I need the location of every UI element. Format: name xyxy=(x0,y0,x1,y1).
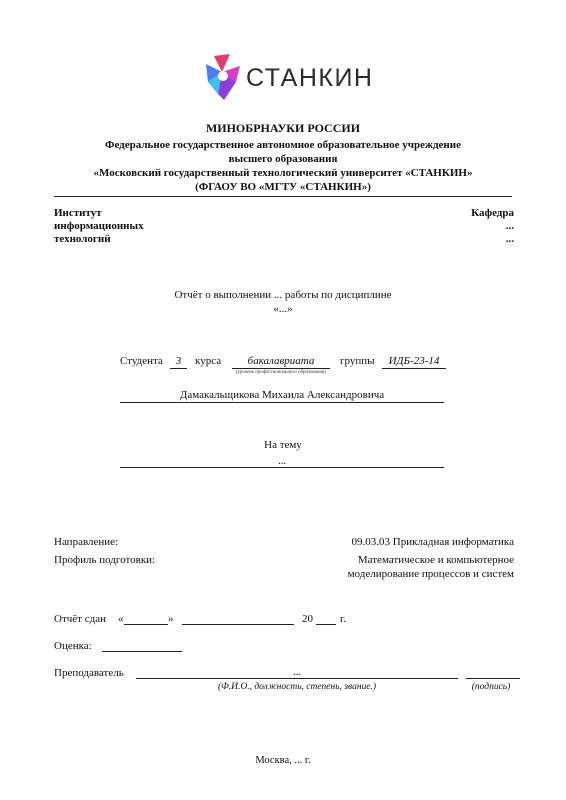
header-line-1: Федеральное государственное автономное образовательное учреждение xyxy=(105,139,461,151)
submitted-month-blank[interactable] xyxy=(182,624,294,625)
submitted-close-quote: » xyxy=(168,613,174,625)
profile-value-line-1: Математическое и компьютерное xyxy=(357,554,514,566)
submitted-label: Отчёт сдан xyxy=(54,613,106,625)
stankin-logo-icon xyxy=(200,52,248,104)
course-label: курса xyxy=(195,355,222,367)
grade-label: Оценка: xyxy=(54,640,92,652)
topic-label: На тему xyxy=(264,439,302,451)
ministry-title: МИНОБРНАУКИ РОССИИ xyxy=(205,121,361,135)
submitted-year-suffix: г. xyxy=(340,613,347,625)
topic-value: ... xyxy=(278,456,286,467)
group-label: группы xyxy=(340,355,375,367)
profile-label: Профиль подготовки: xyxy=(54,554,156,566)
submitted-year-blank[interactable] xyxy=(316,624,336,625)
group-field: ИДБ-23-14 xyxy=(382,354,446,369)
report-discipline: «...» xyxy=(273,303,293,315)
teacher-label: Преподаватель xyxy=(54,667,124,679)
department-label: Кафедра xyxy=(471,207,514,219)
logo-wordmark: СТАНКИН xyxy=(246,64,374,92)
institute-label: Институт xyxy=(54,207,102,219)
header-line-3: «Московский государственный технологический университет «СТАНКИН» xyxy=(93,167,473,179)
signature-blank[interactable] xyxy=(466,678,520,679)
signature-caption: (подпись) xyxy=(471,682,511,692)
student-label: Студента xyxy=(120,355,163,367)
footer-city: Москва, ... г. xyxy=(255,755,311,766)
profile-value-line-2: моделирование процессов и систем xyxy=(347,568,514,580)
topic-underline xyxy=(120,467,444,468)
teacher-underline xyxy=(136,678,458,679)
report-title: Отчёт о выполнении ... работы по дисциплине xyxy=(174,289,392,301)
submitted-year-prefix: 20 xyxy=(302,613,313,625)
level-caption: (уровень профессионального образования) xyxy=(236,370,326,375)
department-value-1: ... xyxy=(505,220,514,232)
submitted-day-blank[interactable] xyxy=(124,624,168,625)
direction-value: 09.03.03 Прикладная информатика xyxy=(351,536,514,548)
institute-name-line-2: технологий xyxy=(54,233,111,245)
header-line-2: высшего образования xyxy=(228,153,338,165)
teacher-value: ... xyxy=(293,667,301,678)
institute-name-line-1: информационных xyxy=(54,220,144,232)
student-name: Дамакальщикова Михаила Александровича xyxy=(179,389,385,401)
level-field: бакалавриата xyxy=(232,354,330,369)
teacher-caption: (Ф.И.О., должность, степень, звание.) xyxy=(217,682,377,692)
student-name-underline xyxy=(120,402,444,403)
header-divider xyxy=(54,196,512,197)
direction-label: Направление: xyxy=(54,536,119,548)
course-field: 3 xyxy=(170,354,187,369)
department-value-2: ... xyxy=(505,233,514,245)
submitted-open-quote: « xyxy=(118,613,124,625)
grade-blank[interactable] xyxy=(102,651,182,652)
header-line-4: (ФГАОУ ВО «МГТУ «СТАНКИН») xyxy=(195,181,371,193)
